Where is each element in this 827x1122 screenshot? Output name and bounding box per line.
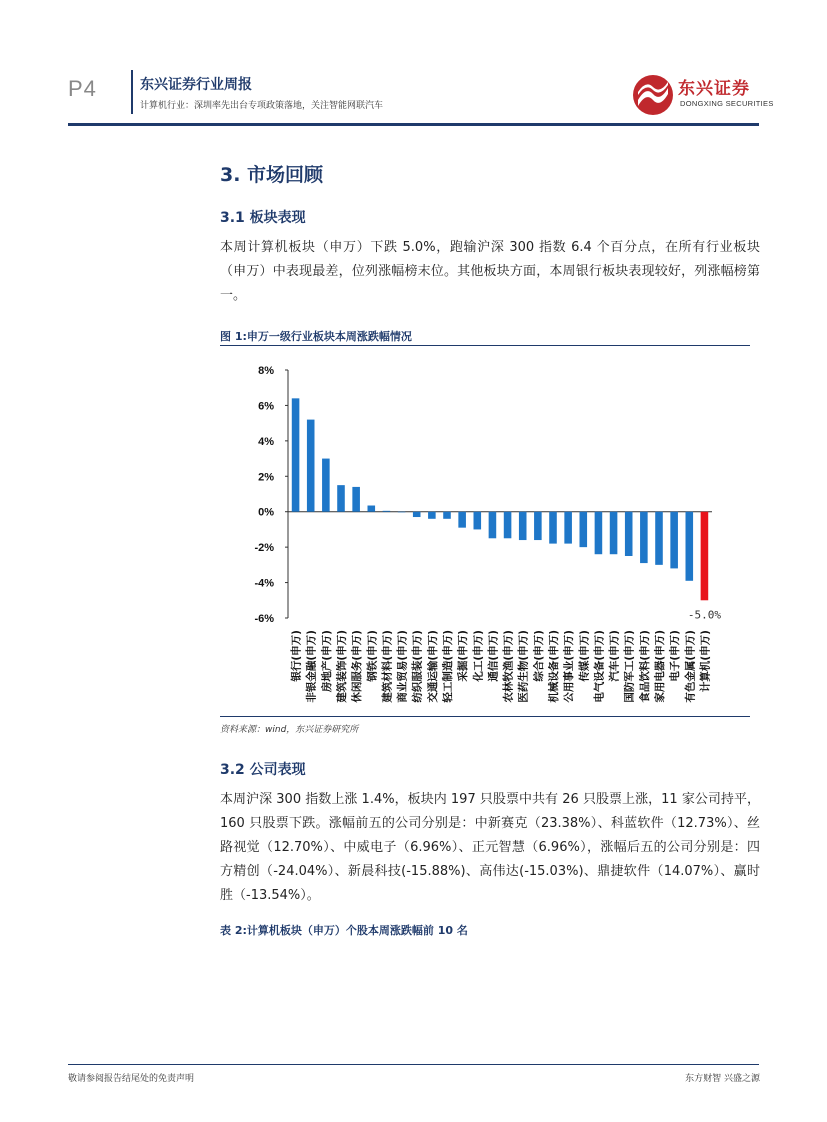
subsection-title-sector: 3.1 板块表现: [220, 210, 306, 226]
category-label: 化工(申万): [472, 630, 485, 682]
bar-7: [398, 512, 406, 513]
category-label: 电气设备(申万): [593, 630, 606, 703]
bar-17: [549, 512, 557, 544]
header-rule: [68, 123, 759, 126]
bar-19: [580, 512, 588, 547]
category-label: 房地产(申万): [320, 630, 333, 693]
section-title: 3. 市场回顾: [220, 164, 324, 186]
category-label: 农林牧渔(申万): [502, 630, 515, 703]
bar-18: [564, 512, 572, 544]
subsection-title-company: 3.2 公司表现: [220, 762, 306, 778]
bar-12: [474, 512, 482, 530]
figure-top-rule: [220, 345, 750, 346]
category-label: 休闲服务(申万): [351, 630, 364, 703]
bar-1: [307, 420, 315, 512]
bar-26: [686, 512, 694, 581]
bar-10: [443, 512, 451, 519]
category-label: 建筑材料(申万): [381, 630, 394, 703]
y-tick-label: 4%: [258, 435, 274, 448]
report-subtitle: 计算机行业：深圳率先出台专项政策落地，关注智能网联汽车: [140, 101, 384, 111]
category-label: 纺织服装(申万): [411, 630, 424, 703]
bar-2: [322, 459, 330, 512]
bar-14: [504, 512, 512, 539]
category-label: 公用事业(申万): [563, 630, 576, 703]
bar-11: [458, 512, 466, 528]
table-title: 表 2:计算机板块（申万）个股本周涨跌幅前 10 名: [220, 924, 468, 937]
category-label: 传媒(申万): [578, 630, 591, 682]
bar-0: [292, 398, 300, 511]
category-label: 食品饮料(申万): [638, 630, 651, 703]
category-label: 家用电器(申万): [654, 630, 666, 703]
category-label: 计算机(申万): [699, 630, 712, 693]
y-tick-label: 0%: [258, 506, 274, 519]
bar-23: [640, 512, 648, 563]
category-label: 电子(申万): [669, 630, 682, 682]
bar-3: [337, 485, 345, 512]
bar-8: [413, 512, 421, 517]
bar-20: [595, 512, 603, 555]
bar-annotation: -5.0%: [687, 608, 721, 622]
bar-13: [489, 512, 497, 539]
category-label: 轻工制造(申万): [442, 630, 454, 703]
category-label: 综合(申万): [532, 630, 545, 682]
bar-9: [428, 512, 436, 519]
y-tick-label: -4%: [254, 577, 274, 590]
category-label: 钢铁(申万): [366, 630, 379, 682]
bar-15: [519, 512, 527, 540]
category-label: 有色金属(申万): [684, 630, 697, 703]
category-label: 国防军工(申万): [623, 630, 636, 703]
dongxing-logo-icon: [630, 72, 678, 118]
bar-6: [383, 511, 391, 512]
bar-21: [610, 512, 618, 555]
category-label: 非银金融(申万): [305, 630, 318, 703]
category-label: 银行(申万): [290, 630, 303, 682]
bar-24: [655, 512, 663, 565]
footer-slogan: 东方财智 兴盛之源: [685, 1074, 760, 1084]
bar-5: [368, 506, 376, 512]
category-label: 采掘(申万): [457, 630, 470, 682]
y-tick-label: -6%: [254, 613, 274, 625]
figure-title: 图 1:申万一级行业板块本周涨跌幅情况: [220, 330, 412, 343]
bar-27: [701, 512, 709, 601]
category-label: 通信(申万): [487, 630, 500, 682]
report-title: 东兴证券行业周报: [140, 77, 252, 93]
company-paragraph: 本周沪深 300 指数上涨 1.4%，板块内 197 只股票中共有 26 只股票上涨，11 家公司持平，160 只股票下跌。涨幅前五的公司分别是：中新赛克（23.38%）、科蓝软件（12.73%）、丝路视觉（12.70%）、中威电子（6.96%）、正元智慧（6.96%），涨幅后五的公司分别是：四方精创（-24.04%）、新晨科技(-15.88%)、高伟达(-15.03%)、鼎捷软件（14.07%）、赢时胜（-13.54%）。: [220, 792, 760, 903]
footer-disclaimer: 敬请参阅报告结尾处的免责声明: [68, 1074, 195, 1084]
category-label: 医药生物(申万): [517, 630, 530, 703]
bar-22: [625, 512, 633, 556]
bar-4: [352, 487, 360, 512]
footer-rule: [68, 1064, 759, 1065]
figure-bottom-rule: [220, 716, 750, 717]
category-label: 机械设备(申万): [548, 630, 560, 703]
header-divider: [131, 70, 133, 114]
sector-bar-chart: [220, 350, 750, 712]
y-tick-label: 8%: [258, 365, 274, 377]
logo-cn-text: 东兴证券: [678, 79, 750, 99]
category-label: 交通运输(申万): [426, 630, 439, 703]
category-label: 商业贸易(申万): [396, 630, 409, 703]
y-tick-label: -2%: [254, 542, 274, 555]
category-label: 建筑装饰(申万): [336, 630, 348, 703]
y-tick-label: 2%: [258, 471, 274, 484]
page-number: P4: [68, 76, 97, 101]
bar-16: [534, 512, 542, 540]
bar-25: [670, 512, 678, 569]
sector-paragraph: 本周计算机板块（申万）下跌 5.0%，跑输沪深 300 指数 6.4 个百分点，在所有行业板块（申万）中表现最差，位列涨幅榜末位。其他板块方面，本周银行板块表现较好，列涨幅榜第一。: [220, 240, 760, 303]
category-label: 汽车(申万): [608, 630, 621, 682]
logo-en-text: DONGXING SECURITIES: [680, 99, 774, 108]
y-tick-label: 6%: [258, 400, 274, 413]
figure-source: 资料来源：wind，东兴证券研究所: [220, 725, 359, 735]
